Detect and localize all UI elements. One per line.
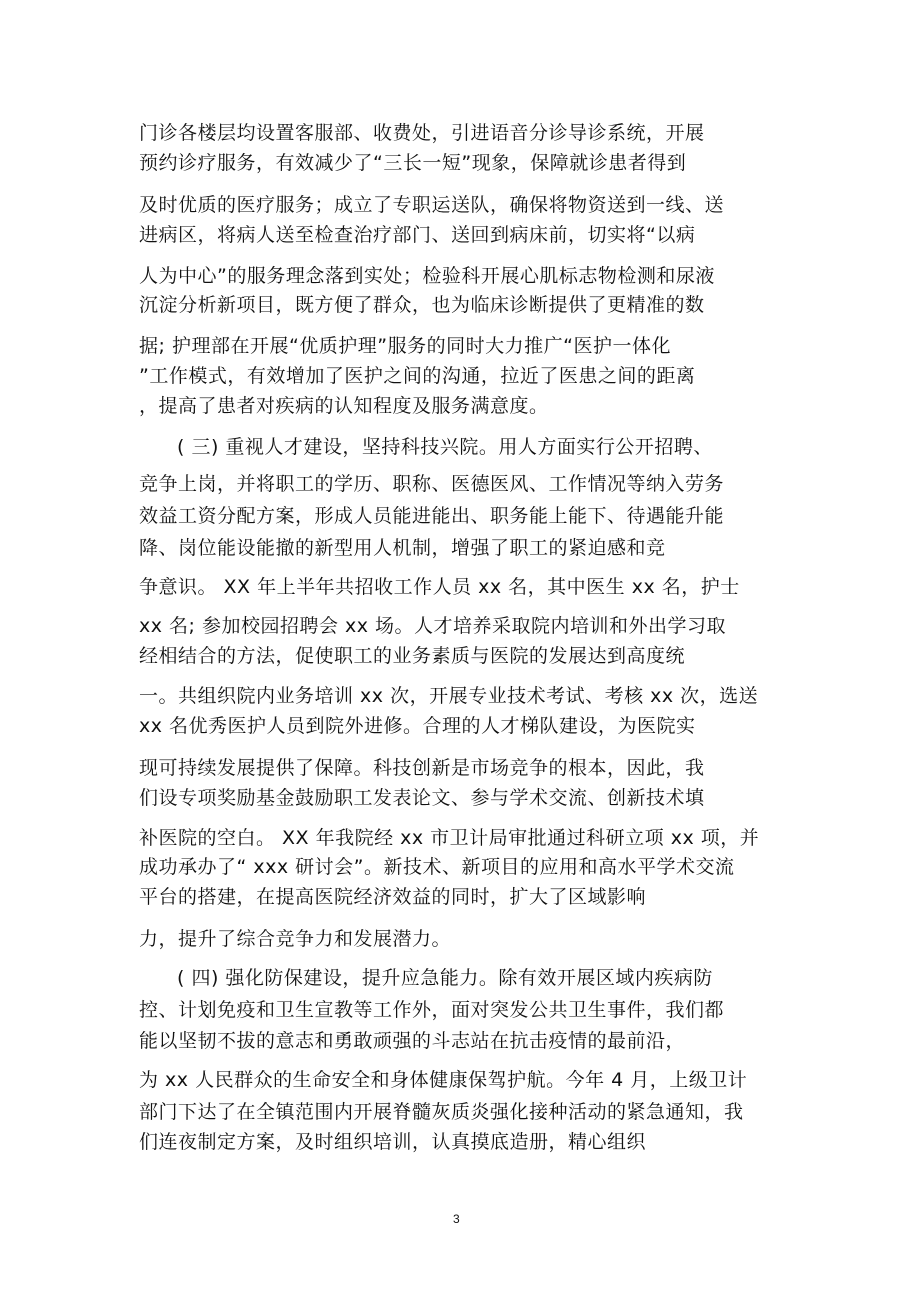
text-line: 门诊各楼层均设置客服部、收费处，引进语音分诊导诊系统，开展 xyxy=(139,122,705,144)
text-line: 沉淀分析新项目，既方便了群众，也为临床诊断提供了更精准的数 xyxy=(139,294,705,316)
text-line: 控、计划免疫和卫生宣教等工作外，面对突发公共卫生事件，我们都 xyxy=(139,999,725,1021)
text-line: 成功承办了“ xxx 研讨会”。新技术、新项目的应用和高水平学术交流 xyxy=(139,856,735,878)
text-line: 降、岗位能设能撤的新型用人机制，增强了职工的紧迫感和竞 xyxy=(139,537,666,559)
text-line: ”工作模式，有效增加了医护之间的沟通，拉近了医患之间的距离 xyxy=(139,365,696,387)
page-number: 3 xyxy=(453,1212,460,1226)
text-line: ，提高了患者对疾病的认知程度及服务满意度。 xyxy=(139,395,549,417)
section-heading-line: ( 三) 重视人才建设，坚持科技兴院。用人方面实行公开招聘、 xyxy=(177,436,713,458)
text-line: 们设专项奖励基金鼓励职工发表论文、参与学术交流、创新技术填 xyxy=(139,787,705,809)
text-line: 竞争上岗，并将职工的学历、职称、医德医风、工作情况等纳入劳务 xyxy=(139,473,725,495)
text-line: 预约诊疗服务，有效减少了“三长一短”现象，保障就诊患者得到 xyxy=(139,152,687,174)
text-line: 力，提升了综合竞争力和发展潜力。 xyxy=(139,928,452,950)
text-line: 一。共组织院内业务培训 xx 次，开展专业技术考试、考核 xx 次，选送 xyxy=(139,685,759,707)
text-line: 现可持续发展提供了保障。科技创新是市场竞争的根本，因此，我 xyxy=(139,757,705,779)
text-line: 及时优质的医疗服务；成立了专职运送队，确保将物资送到一线、送 xyxy=(139,194,725,216)
text-line: 据; 护理部在开展“优质护理”服务的同时大力推广“医护一体化 xyxy=(139,335,671,357)
text-line: 补医院的空白。 XX 年我院经 xx 市卫计局审批通过科研立项 xx 项，并 xyxy=(139,827,760,849)
text-line: 平台的搭建，在提高医院经济效益的同时，扩大了区域影响 xyxy=(139,886,647,908)
text-line: 经相结合的方法，促使职工的业务素质与医院的发展达到高度统 xyxy=(139,645,686,667)
text-line: 部门下达了在全镇范围内开展脊髓灰质炎强化接种活动的紧急通知，我 xyxy=(139,1101,744,1123)
text-line: 进病区，将病人送至检查治疗部门、送回到病床前，切实将“以病 xyxy=(139,224,696,246)
text-line: xx 名优秀医护人员到院外进修。合理的人才梯队建设，为医院实 xyxy=(139,715,696,737)
text-line: 争意识。 XX 年上半年共招收工作人员 xx 名，其中医生 xx 名，护士 xyxy=(139,576,740,598)
text-line: xx 名; 参加校园招聘会 xx 场。人才培养采取院内培训和外出学习取 xyxy=(139,615,727,637)
text-line: 为 xx 人民群众的生命安全和身体健康保驾护航。今年 4 月，上级卫计 xyxy=(139,1069,748,1091)
section-heading-line: ( 四) 强化防保建设，提升应急能力。除有效开展区域内疾病防 xyxy=(177,967,713,989)
text-line: 效益工资分配方案，形成人员能进能出、职务能上能下、待遇能升能 xyxy=(139,505,725,527)
text-line: 们连夜制定方案，及时组织培训，认真摸底造册，精心组织 xyxy=(139,1131,647,1153)
text-line: 人为中心”的服务理念落到实处；检验科开展心肌标志物检测和尿液 xyxy=(139,265,715,287)
text-line: 能以坚韧不拔的意志和勇敢顽强的斗志站在抗击疫情的最前沿， xyxy=(139,1030,686,1052)
